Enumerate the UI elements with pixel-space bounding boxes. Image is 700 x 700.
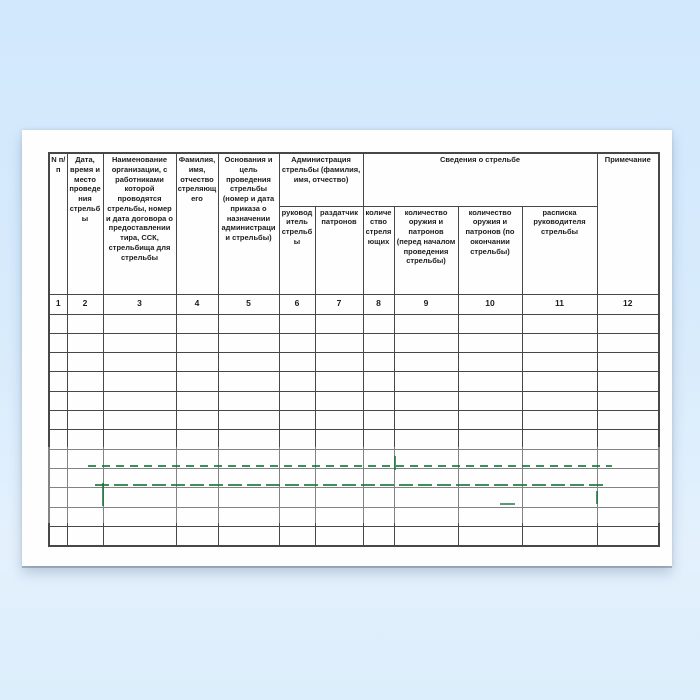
empty-cell bbox=[49, 449, 67, 468]
empty-cell bbox=[315, 391, 363, 410]
empty-cell bbox=[458, 314, 522, 333]
empty-cell bbox=[597, 430, 659, 449]
empty-cell bbox=[67, 353, 103, 372]
empty-cell bbox=[522, 353, 597, 372]
empty-cell bbox=[363, 527, 394, 546]
empty-cell bbox=[49, 391, 67, 410]
empty-cell bbox=[279, 372, 315, 391]
empty-cell bbox=[394, 449, 458, 468]
paper-sheet bbox=[22, 130, 672, 566]
col-header-basis: Основания и цель проведения стрельбы (номер и дата приказа о назначении администрации стрельбы) bbox=[218, 153, 279, 294]
empty-cell bbox=[597, 507, 659, 526]
empty-cell bbox=[67, 372, 103, 391]
col-number: 7 bbox=[315, 294, 363, 314]
col-header-note: Примечание bbox=[597, 153, 659, 294]
col-header-admin-dispenser: раздатчик патронов bbox=[315, 206, 363, 294]
col-number: 10 bbox=[458, 294, 522, 314]
group-header-svedeniya: Сведения о стрельбе bbox=[363, 153, 597, 206]
col-number: 4 bbox=[176, 294, 218, 314]
empty-cell bbox=[103, 449, 176, 468]
col-header-count-after: количество оружия и патронов (по окончании стрельбы) bbox=[458, 206, 522, 294]
empty-cell bbox=[218, 469, 279, 488]
empty-cell bbox=[67, 507, 103, 526]
empty-cell bbox=[363, 469, 394, 488]
empty-cell bbox=[218, 372, 279, 391]
empty-cell bbox=[363, 391, 394, 410]
empty-cell bbox=[597, 333, 659, 352]
col-number: 1 bbox=[49, 294, 67, 314]
empty-cell bbox=[363, 449, 394, 468]
table-row bbox=[49, 449, 659, 468]
empty-cell bbox=[315, 527, 363, 546]
empty-cell bbox=[458, 391, 522, 410]
empty-cell bbox=[522, 411, 597, 430]
empty-cell bbox=[103, 314, 176, 333]
table-row bbox=[49, 314, 659, 333]
empty-cell bbox=[49, 411, 67, 430]
empty-cell bbox=[103, 430, 176, 449]
empty-cell bbox=[218, 314, 279, 333]
col-header-date: Дата, время и место проведения стрельбы bbox=[67, 153, 103, 294]
empty-cell bbox=[279, 527, 315, 546]
empty-cell bbox=[279, 507, 315, 526]
empty-cell bbox=[103, 391, 176, 410]
empty-cell bbox=[394, 527, 458, 546]
empty-cell bbox=[176, 430, 218, 449]
empty-cell bbox=[67, 469, 103, 488]
empty-cell bbox=[218, 449, 279, 468]
empty-cell bbox=[458, 372, 522, 391]
empty-cell bbox=[67, 488, 103, 507]
col-number: 8 bbox=[363, 294, 394, 314]
col-number: 3 bbox=[103, 294, 176, 314]
empty-cell bbox=[176, 507, 218, 526]
empty-cell bbox=[597, 411, 659, 430]
col-number: 2 bbox=[67, 294, 103, 314]
empty-cell bbox=[394, 507, 458, 526]
empty-cell bbox=[597, 391, 659, 410]
col-header-fio: Фамилия, имя, отчество стреляющего bbox=[176, 153, 218, 294]
empty-cell bbox=[315, 507, 363, 526]
empty-cell bbox=[597, 527, 659, 546]
empty-cell bbox=[49, 527, 67, 546]
table-row bbox=[49, 391, 659, 410]
empty-cell bbox=[279, 333, 315, 352]
empty-cell bbox=[597, 314, 659, 333]
empty-cell bbox=[597, 449, 659, 468]
empty-cell bbox=[522, 488, 597, 507]
empty-cell bbox=[597, 353, 659, 372]
empty-cell bbox=[49, 353, 67, 372]
col-header-org: Наименование организации, с работниками которой проводятся стрельбы, номер и дата договора о предоставлении тира, ССК, стрельбища для стрельбы bbox=[103, 153, 176, 294]
empty-cell bbox=[218, 333, 279, 352]
empty-cell bbox=[67, 527, 103, 546]
table-body bbox=[49, 314, 659, 546]
table-row bbox=[49, 527, 659, 546]
empty-cell bbox=[315, 333, 363, 352]
empty-cell bbox=[103, 507, 176, 526]
column-numbers-row bbox=[49, 294, 659, 314]
empty-cell bbox=[522, 314, 597, 333]
empty-cell bbox=[67, 391, 103, 410]
col-number: 12 bbox=[597, 294, 659, 314]
empty-cell bbox=[103, 353, 176, 372]
empty-cell bbox=[176, 333, 218, 352]
empty-cell bbox=[49, 507, 67, 526]
empty-cell bbox=[67, 333, 103, 352]
empty-cell bbox=[363, 372, 394, 391]
empty-cell bbox=[279, 391, 315, 410]
empty-cell bbox=[279, 449, 315, 468]
table-row bbox=[49, 353, 659, 372]
empty-cell bbox=[522, 449, 597, 468]
empty-cell bbox=[315, 488, 363, 507]
empty-cell bbox=[458, 353, 522, 372]
empty-cell bbox=[218, 353, 279, 372]
form-table bbox=[48, 152, 660, 547]
empty-cell bbox=[315, 469, 363, 488]
empty-cell bbox=[522, 507, 597, 526]
empty-cell bbox=[279, 430, 315, 449]
empty-cell bbox=[49, 488, 67, 507]
empty-cell bbox=[458, 507, 522, 526]
col-header-n: N п/п bbox=[49, 153, 67, 294]
empty-cell bbox=[458, 430, 522, 449]
empty-cell bbox=[218, 411, 279, 430]
empty-cell bbox=[218, 391, 279, 410]
empty-cell bbox=[363, 411, 394, 430]
empty-cell bbox=[363, 488, 394, 507]
empty-cell bbox=[176, 391, 218, 410]
empty-cell bbox=[279, 488, 315, 507]
empty-cell bbox=[315, 411, 363, 430]
empty-cell bbox=[103, 333, 176, 352]
empty-cell bbox=[67, 411, 103, 430]
empty-cell bbox=[363, 353, 394, 372]
empty-cell bbox=[458, 469, 522, 488]
empty-cell bbox=[363, 314, 394, 333]
empty-cell bbox=[394, 391, 458, 410]
table-header bbox=[49, 153, 659, 314]
empty-cell bbox=[176, 488, 218, 507]
col-number: 11 bbox=[522, 294, 597, 314]
empty-cell bbox=[279, 469, 315, 488]
empty-cell bbox=[315, 430, 363, 449]
empty-cell bbox=[394, 430, 458, 449]
empty-cell bbox=[394, 314, 458, 333]
empty-cell bbox=[315, 449, 363, 468]
empty-cell bbox=[522, 372, 597, 391]
empty-cell bbox=[522, 333, 597, 352]
empty-cell bbox=[176, 353, 218, 372]
empty-cell bbox=[315, 314, 363, 333]
table-row bbox=[49, 507, 659, 526]
table-row bbox=[49, 488, 659, 507]
empty-cell bbox=[394, 333, 458, 352]
empty-cell bbox=[279, 353, 315, 372]
empty-cell bbox=[49, 372, 67, 391]
empty-cell bbox=[103, 469, 176, 488]
col-header-admin-head: руководитель стрельбы bbox=[279, 206, 315, 294]
empty-cell bbox=[394, 469, 458, 488]
empty-cell bbox=[49, 314, 67, 333]
empty-cell bbox=[597, 488, 659, 507]
empty-cell bbox=[458, 333, 522, 352]
col-number: 5 bbox=[218, 294, 279, 314]
col-header-receipt: расписка руководителя стрельбы bbox=[522, 206, 597, 294]
empty-cell bbox=[103, 527, 176, 546]
empty-cell bbox=[103, 488, 176, 507]
group-header-admin: Администрация стрельбы (фамилия, имя, отчество) bbox=[279, 153, 363, 206]
empty-cell bbox=[458, 449, 522, 468]
empty-cell bbox=[279, 314, 315, 333]
empty-cell bbox=[458, 488, 522, 507]
table-row bbox=[49, 333, 659, 352]
table-row bbox=[49, 430, 659, 449]
col-number: 9 bbox=[394, 294, 458, 314]
empty-cell bbox=[597, 469, 659, 488]
empty-cell bbox=[458, 411, 522, 430]
empty-cell bbox=[394, 353, 458, 372]
col-header-shooters-count: количество стреляющих bbox=[363, 206, 394, 294]
empty-cell bbox=[218, 527, 279, 546]
table-row bbox=[49, 469, 659, 488]
empty-cell bbox=[522, 430, 597, 449]
empty-cell bbox=[176, 527, 218, 546]
empty-cell bbox=[522, 527, 597, 546]
col-header-count-before: количество оружия и патронов (перед началом проведения стрельбы) bbox=[394, 206, 458, 294]
empty-cell bbox=[394, 411, 458, 430]
empty-cell bbox=[103, 372, 176, 391]
empty-cell bbox=[394, 488, 458, 507]
empty-cell bbox=[597, 372, 659, 391]
empty-cell bbox=[176, 449, 218, 468]
empty-cell bbox=[363, 333, 394, 352]
empty-cell bbox=[363, 507, 394, 526]
col-number: 6 bbox=[279, 294, 315, 314]
empty-cell bbox=[458, 527, 522, 546]
empty-cell bbox=[49, 469, 67, 488]
empty-cell bbox=[218, 430, 279, 449]
empty-cell bbox=[103, 411, 176, 430]
empty-cell bbox=[522, 391, 597, 410]
empty-cell bbox=[49, 430, 67, 449]
empty-cell bbox=[279, 411, 315, 430]
empty-cell bbox=[67, 314, 103, 333]
empty-cell bbox=[176, 314, 218, 333]
empty-cell bbox=[218, 507, 279, 526]
table-row bbox=[49, 372, 659, 391]
empty-cell bbox=[67, 449, 103, 468]
empty-cell bbox=[176, 411, 218, 430]
empty-cell bbox=[176, 372, 218, 391]
empty-cell bbox=[363, 430, 394, 449]
empty-cell bbox=[49, 333, 67, 352]
table-row bbox=[49, 411, 659, 430]
empty-cell bbox=[394, 372, 458, 391]
empty-cell bbox=[176, 469, 218, 488]
empty-cell bbox=[315, 353, 363, 372]
empty-cell bbox=[315, 372, 363, 391]
empty-cell bbox=[67, 430, 103, 449]
empty-cell bbox=[522, 469, 597, 488]
empty-cell bbox=[218, 488, 279, 507]
